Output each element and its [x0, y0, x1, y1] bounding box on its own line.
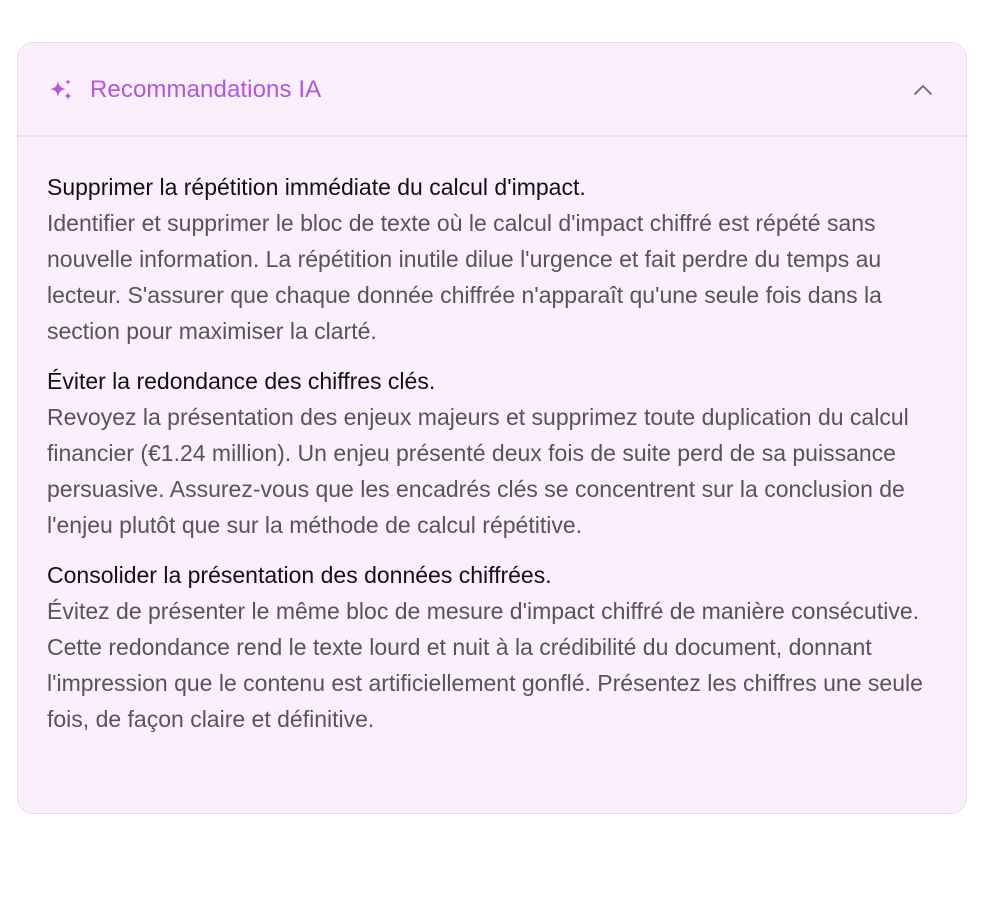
recommendation-title: Éviter la redondance des chiffres clés. [47, 368, 436, 394]
recommendation-item [47, 169, 942, 349]
recommendation-title: Supprimer la répétition immédiate du calcul d'impact. [47, 174, 586, 200]
chevron-up-icon[interactable] [912, 79, 934, 101]
recommendations-list [47, 169, 942, 751]
recommendation-text: Identifier et supprimer le bloc de texte où le calcul d'impact chiffré est répété sans nouvelle information. La répétition inutile dilue l'urgence et fait perdre du temps au lecteur. S'assurer que chaque donnée chiffrée n'apparaît qu'une seule fois dans la section pour maximiser la clarté. [47, 210, 882, 344]
panel-title: Recommandations IA [90, 76, 322, 103]
recommendation-item [47, 363, 942, 543]
recommendation-text: Revoyez la présentation des enjeux majeurs et supprimez toute duplication du calcul financier (€1.24 million). Un enjeu présenté deux fois de suite perd de sa puissance persuasive. Assurez-vous que les encadrés clés se concentrent sur la conclusion de l'enjeu plutôt que sur la méthode de calcul répétitive. [47, 404, 909, 538]
recommendation-item [47, 557, 942, 737]
panel-header-toggle[interactable] [18, 43, 966, 137]
recommendation-title: Consolider la présentation des données chiffrées. [47, 562, 552, 588]
sparkle-icon [47, 77, 75, 105]
recommendation-text: Évitez de présenter le même bloc de mesure d'impact chiffré de manière consécutive. Cette redondance rend le texte lourd et nuit à la crédibilité du document, donnant l'impression que le contenu est artificiellement gonflé. Présentez les chiffres une seule fois, de façon claire et définitive. [47, 598, 923, 732]
ai-recommendations-panel [17, 42, 967, 814]
